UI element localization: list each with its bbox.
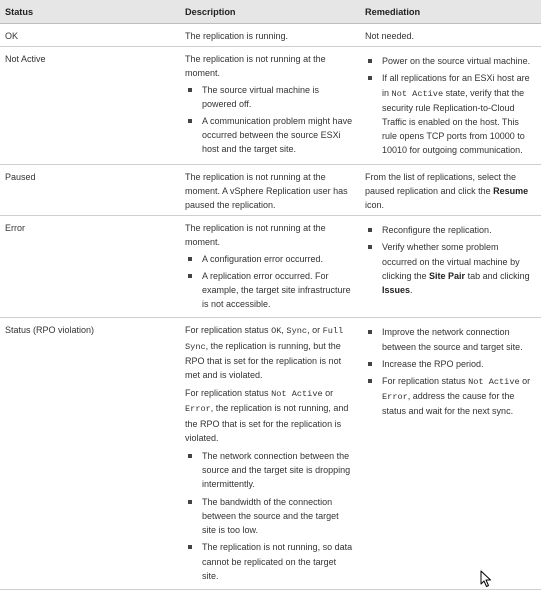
remediation-list	[365, 54, 535, 157]
cause-list	[185, 83, 354, 157]
table-row-not-active	[0, 47, 541, 164]
text: From the list of replications, select the paused replication and click the	[365, 171, 517, 196]
text: Verify whether some problem occurred on the virtual machine by clicking the	[382, 242, 520, 281]
text: or	[522, 376, 531, 387]
table-row-rpo-violation	[0, 318, 541, 589]
status-cell: OK	[0, 24, 180, 47]
text: , address the cause for the status and wait for the next sync.	[382, 391, 515, 417]
text: state, verify that the security rule Replication-to-Cloud Traffic is enabled on the host. This rule opens TCP ports from 10000 to 10010 for outgoing communication.	[382, 87, 525, 156]
status-code: Full Sync	[185, 326, 344, 352]
text: , or	[307, 325, 321, 336]
text: .	[410, 285, 413, 296]
status-code: Not Active	[271, 389, 323, 400]
status-code: Not Active	[468, 377, 520, 388]
text: tab and clicking	[467, 270, 530, 281]
description-cell: The replication is not running at the moment. A vSphere Replication user has paused the replication.	[180, 164, 360, 216]
status-cell: Status (RPO violation)	[0, 318, 180, 589]
text: , the replication is not running, and the RPO that is set for the replication is violated.	[185, 403, 349, 443]
text: ,	[281, 325, 284, 336]
resume-ui-label: Resume	[493, 185, 529, 196]
remediation-cell	[360, 318, 541, 589]
list-item: A configuration error occurred.	[185, 252, 354, 266]
description-paragraph	[185, 386, 354, 445]
table-header-row	[0, 0, 541, 24]
list-item: Reconfigure the replication.	[365, 223, 535, 237]
list-item: The network connection between the source and the target site is dropping intermittently.	[185, 449, 354, 492]
header-remediation: Remediation	[360, 0, 541, 24]
status-code: Error	[382, 392, 408, 403]
site-pair-ui-label: Site Pair	[429, 270, 466, 281]
table-row-error	[0, 216, 541, 318]
description-paragraph	[185, 323, 354, 382]
mouse-pointer-icon	[480, 570, 492, 588]
remediation-cell	[360, 47, 541, 164]
description-cell	[180, 216, 360, 318]
list-item: Increase the RPO period.	[365, 357, 535, 371]
list-item: Improve the network connection between the source and target site.	[365, 325, 535, 353]
remediation-cell	[360, 164, 541, 216]
status-code: Error	[185, 404, 211, 415]
status-code: Not Active	[391, 88, 444, 99]
status-code: Sync	[286, 326, 308, 337]
text: , the replication is running, but the RPO that is set for the replication is not met and is violated.	[185, 340, 342, 381]
list-item	[365, 240, 535, 297]
cause-list	[185, 449, 354, 583]
remediation-cell	[360, 216, 541, 318]
list-item: A replication error occurred. For example, the target site infrastructure is not accessible.	[185, 269, 354, 312]
table-row-ok	[0, 24, 541, 47]
status-cell: Paused	[0, 164, 180, 216]
remediation-list	[365, 325, 535, 418]
status-cell: Error	[0, 216, 180, 318]
remediation-cell: Not needed.	[360, 24, 541, 47]
list-item	[365, 374, 535, 419]
header-status: Status	[0, 0, 180, 24]
list-item: The replication is not running, so data cannot be replicated on the target site.	[185, 540, 354, 583]
text: For replication status	[185, 388, 269, 399]
status-code: OK	[271, 326, 282, 337]
header-description: Description	[180, 0, 360, 24]
text: icon.	[365, 200, 385, 211]
description-cell	[180, 47, 360, 164]
status-cell: Not Active	[0, 47, 180, 164]
list-item: Power on the source virtual machine.	[365, 54, 535, 68]
issues-ui-label: Issues	[382, 285, 411, 296]
table-row-paused	[0, 164, 541, 216]
cause-list	[185, 252, 354, 312]
text: For replication status	[185, 325, 269, 336]
description-cell: The replication is running.	[180, 24, 360, 47]
text: For replication status	[382, 376, 466, 387]
description-text: The replication is not running at the moment.	[185, 223, 326, 248]
list-item	[365, 71, 535, 157]
list-item: The bandwidth of the connection between the source and the target site is too low.	[185, 495, 354, 538]
list-item: The source virtual machine is powered off.	[185, 83, 354, 111]
text: or	[325, 388, 334, 399]
list-item: A communication problem might have occurred between the source ESXi host and the target site.	[185, 114, 354, 157]
description-text: The replication is not running at the moment.	[185, 54, 326, 79]
description-cell	[180, 318, 360, 589]
text: If all replications for an ESXi host are in	[382, 73, 530, 98]
remediation-list	[365, 223, 535, 297]
